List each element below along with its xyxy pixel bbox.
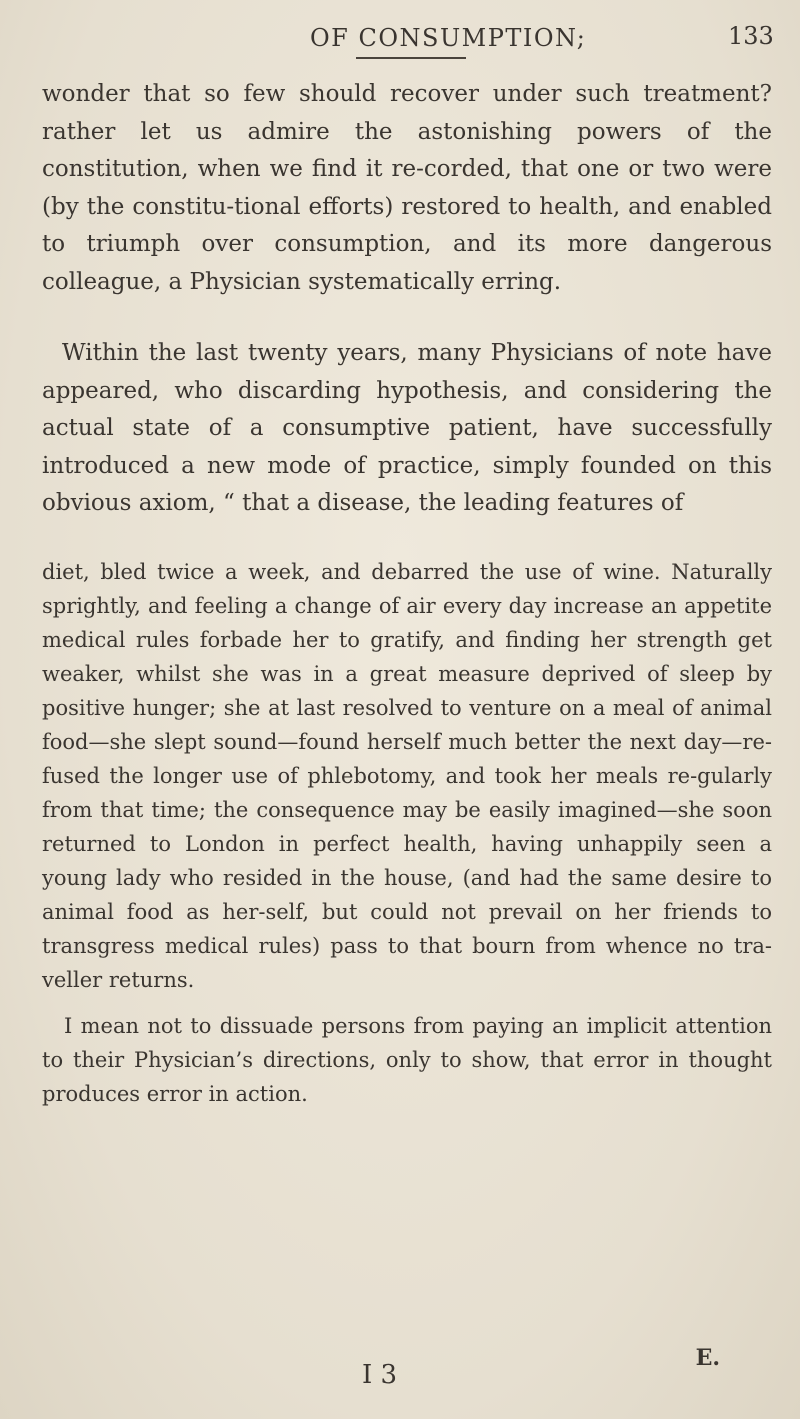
body-text — [42, 76, 772, 1111]
paragraph-3: diet, bled twice a week, and debarred the use of wine. Naturally sprightly, and feeling a change of air every day increase an appetite medical rules forbade her to gratify, and finding her strength get weaker, whilst she was in a great measure deprived of sleep by positive hunger; she at last resolved to venture on a meal of animal food—she slept sound—found herself much better the next day—re-fused the longer use of phlebotomy, and took her meals re-gularly from that time; the consequence may be easily imagined—she soon returned to London in perfect health, having unhappily seen a young lady who resided in the house, (and had the same desire to animal food as her-self, but could not prevail on her friends to transgress medical rules) pass to that bourn from whence no tra-veller returns. — [42, 559, 772, 992]
header-rule — [356, 57, 466, 59]
paragraph-4: I mean not to dissuade persons from paying an implicit attention to their Physician’s directions, only to show, that error in thought produces error in action. — [42, 1013, 772, 1106]
paragraph-2: Within the last twenty years, many Physicians of note have appeared, who discarding hypothesis, and considering the actual state of a consumptive patient, have successfully introduced a new mode of practice, simply founded on this obvious axiom, “ that a disease, the leading features of — [42, 340, 772, 516]
author-initial: E. — [695, 1345, 720, 1371]
page-number: 133 — [728, 22, 774, 50]
running-title: OF CONSUMPTION; — [310, 24, 587, 52]
running-header — [0, 10, 800, 50]
paragraph-1: wonder that so few should recover under such treatment? rather let us admire the astonishing powers of the constitution, when we find it re-corded, that one or two were (by the constitu-tional efforts) restored to health, and enabled to triumph over consumption, and its more dangerous colleague, a Physician systematically erring. — [42, 81, 772, 295]
signature-mark: I 3 — [362, 1360, 398, 1390]
